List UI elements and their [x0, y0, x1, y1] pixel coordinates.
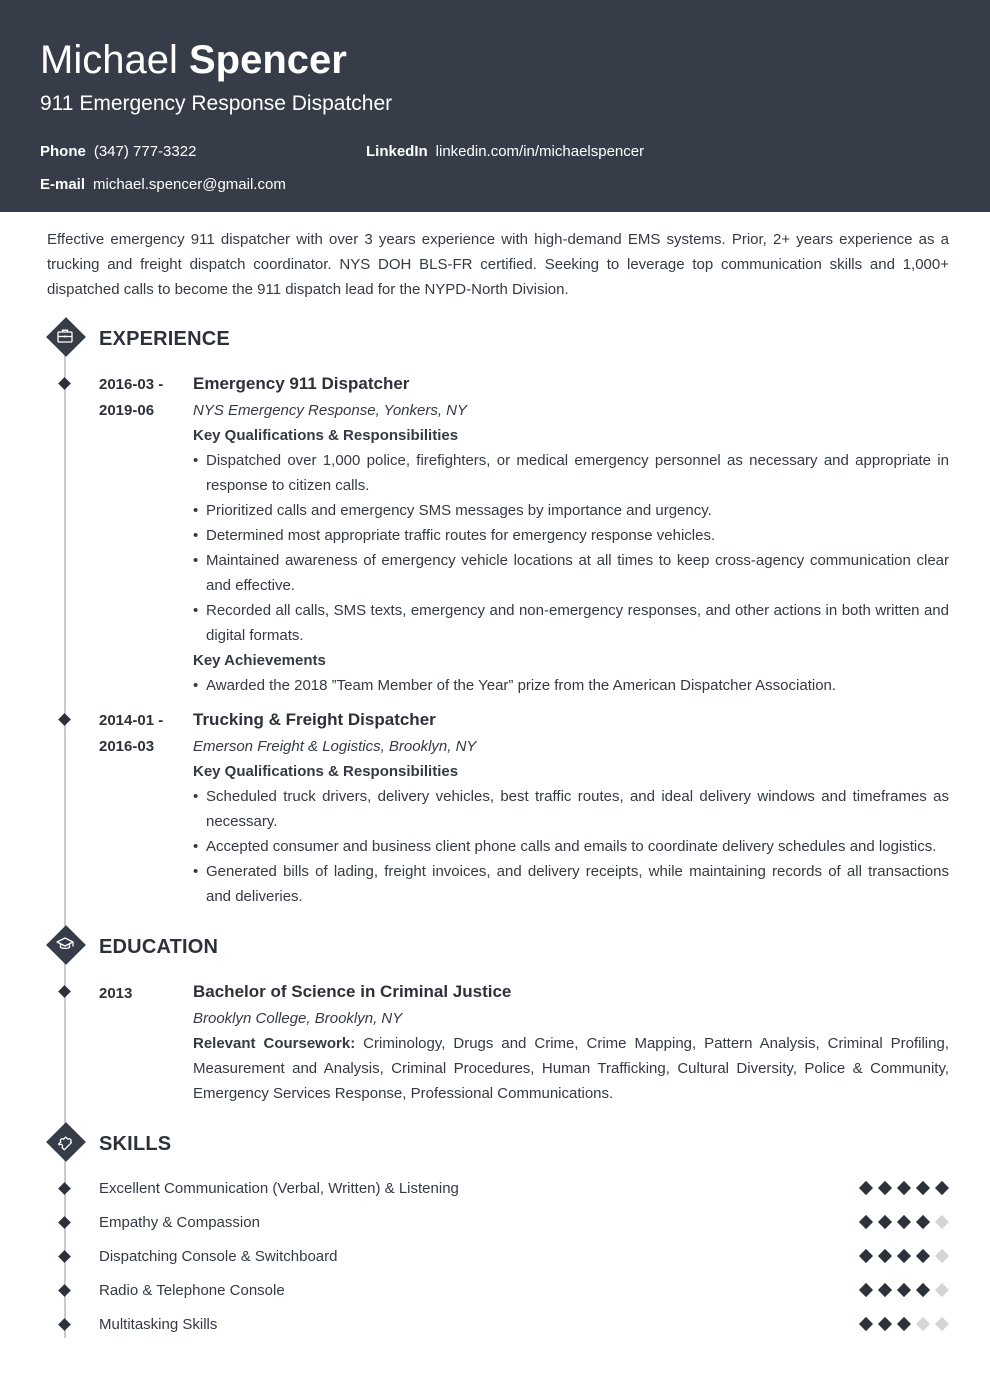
list-item: • Awarded the 2018 ”Team Member of the Year” prize from the American Dispatcher Association.: [193, 673, 949, 698]
job-entry: [193, 371, 949, 698]
date-start: 2016-03 -: [99, 376, 164, 393]
job-dates: [99, 372, 179, 424]
rating-diamond-filled: [859, 1283, 873, 1297]
education-entry: [193, 979, 949, 1106]
coursework: [193, 1031, 949, 1106]
job-title: Trucking & Freight Dispatcher: [193, 710, 436, 729]
puzzle-piece-icon: [47, 1123, 83, 1159]
contact-email: [40, 175, 286, 195]
contact-phone: [40, 142, 196, 162]
rating-diamond-filled: [859, 1249, 873, 1263]
skill-name: Multitasking Skills: [99, 1316, 218, 1333]
rating-diamond-filled: [878, 1181, 892, 1195]
coursework-label: Relevant Coursework:: [193, 1035, 356, 1052]
degree: Bachelor of Science in Criminal Justice: [193, 982, 512, 1001]
timeline-marker: [58, 377, 71, 390]
rating-diamond-filled: [859, 1215, 873, 1229]
rating-diamond-filled: [935, 1181, 949, 1195]
company: NYS Emergency Response, Yonkers, NY: [193, 402, 468, 419]
company: Emerson Freight & Logistics, Brooklyn, NY: [193, 738, 477, 755]
contact-label: LinkedIn: [366, 143, 428, 160]
list-item: • Scheduled truck drivers, delivery vehicles, best traffic routes, and ideal delivery windows and timeframes as necessary.: [193, 784, 949, 834]
summary: Effective emergency 911 dispatcher with over 3 years experience with high-demand EMS systems. Prior, 2+ years experience as a trucking and freight dispatch coordinator. NYS DOH BLS-FR certified. Seeking to leverage top communication skills and 1,000+ dispatched calls to become the 911 dispatch lead for the NYPD-North Division.: [47, 231, 949, 298]
contact-value: (347) 777-3322: [93, 143, 197, 160]
section-title-experience: EXPERIENCE: [99, 328, 230, 350]
date-start: 2014-01 -: [99, 712, 164, 729]
responsibilities-list: [193, 784, 949, 909]
rating-diamond-filled: [916, 1249, 930, 1263]
skill-rating: [858, 1283, 950, 1299]
responsibilities-list: [193, 448, 949, 648]
timeline-marker: [58, 1284, 71, 1297]
contact-label: Phone: [40, 143, 86, 160]
job-title: 911 Emergency Response Dispatcher: [40, 92, 393, 115]
candidate-name: [40, 36, 347, 84]
qualifications-heading: Key Qualifications & Responsibilities: [193, 763, 459, 780]
first-name: Michael: [40, 38, 178, 82]
date-end: 2019-06: [99, 402, 155, 419]
rating-diamond-filled: [897, 1283, 911, 1297]
list-item: • Determined most appropriate traffic routes for emergency response vehicles.: [193, 523, 949, 548]
contact-linkedin: [366, 142, 644, 162]
list-item: • Dispatched over 1,000 police, firefighters, or medical emergency personnel as necessary and appropriate in response to citizen calls.: [193, 448, 949, 498]
rating-diamond-filled: [859, 1317, 873, 1331]
job-entry: [193, 707, 949, 909]
skill-rating: [858, 1215, 950, 1231]
skill-name: Radio & Telephone Console: [99, 1282, 285, 1299]
list-item: • Generated bills of lading, freight invoices, and delivery receipts, while maintaining records of all transactions and deliveries.: [193, 859, 949, 909]
qualifications-heading: Key Qualifications & Responsibilities: [193, 427, 459, 444]
education-year: 2013: [99, 985, 133, 1002]
skill-rating: [858, 1181, 950, 1197]
rating-diamond-filled: [916, 1181, 930, 1195]
contact-label: E-mail: [40, 176, 86, 193]
achievements-heading: Key Achievements: [193, 652, 326, 669]
section-title-education: EDUCATION: [99, 936, 219, 958]
contact-value[interactable]: linkedin.com/in/michaelspencer: [435, 143, 645, 160]
last-name: Spencer: [188, 38, 347, 82]
skill-rating: [858, 1317, 950, 1333]
rating-diamond-empty: [916, 1317, 930, 1331]
rating-diamond-empty: [935, 1249, 949, 1263]
rating-diamond-filled: [878, 1283, 892, 1297]
rating-diamond-filled: [897, 1215, 911, 1229]
rating-diamond-filled: [878, 1317, 892, 1331]
resume-header: [0, 0, 990, 212]
list-item: • Recorded all calls, SMS texts, emergency and non-emergency responses, and other actions in both written and digital formats.: [193, 598, 949, 648]
rating-diamond-empty: [935, 1317, 949, 1331]
list-item: • Prioritized calls and emergency SMS messages by importance and urgency.: [193, 498, 949, 523]
school: Brooklyn College, Brooklyn, NY: [193, 1010, 403, 1027]
skill-name: Excellent Communication (Verbal, Written) & Listening: [99, 1180, 459, 1197]
rating-diamond-empty: [935, 1283, 949, 1297]
coursework-list: Criminology, Drugs and Crime, Crime Mapping, Pattern Analysis, Criminal Profiling, Measurement and Analysis, Criminal Procedures, Human Trafficking, Cultural Diversity, Police & Community, Emergency Services Response, Professional Communications.: [193, 1035, 949, 1102]
contact-value[interactable]: michael.spencer@gmail.com: [93, 176, 286, 193]
rating-diamond-filled: [897, 1181, 911, 1195]
graduation-cap-icon: [47, 926, 83, 962]
rating-diamond-filled: [916, 1283, 930, 1297]
rating-diamond-filled: [897, 1249, 911, 1263]
skill-rating: [858, 1249, 950, 1265]
rating-diamond-filled: [897, 1317, 911, 1331]
date-end: 2016-03: [99, 738, 155, 755]
rating-diamond-filled: [878, 1215, 892, 1229]
timeline-marker: [58, 1250, 71, 1263]
timeline-marker: [58, 1216, 71, 1229]
timeline-marker: [58, 713, 71, 726]
list-item: • Maintained awareness of emergency vehicle locations at all times to keep cross-agency communication clear and effective.: [193, 548, 949, 598]
skill-name: Dispatching Console & Switchboard: [99, 1248, 338, 1265]
section-title-skills: SKILLS: [99, 1133, 172, 1155]
briefcase-icon: [47, 318, 83, 354]
rating-diamond-empty: [935, 1215, 949, 1229]
achievements-list: [193, 673, 949, 698]
rating-diamond-filled: [859, 1181, 873, 1195]
rating-diamond-filled: [916, 1215, 930, 1229]
timeline-marker: [58, 1318, 71, 1331]
list-item: • Accepted consumer and business client phone calls and emails to coordinate delivery schedules and logistics.: [193, 834, 949, 859]
job-dates: [99, 708, 179, 760]
timeline-marker: [58, 1182, 71, 1195]
job-title: Emergency 911 Dispatcher: [193, 374, 410, 393]
skill-name: Empathy & Compassion: [99, 1214, 260, 1231]
rating-diamond-filled: [878, 1249, 892, 1263]
timeline-marker: [58, 985, 71, 998]
